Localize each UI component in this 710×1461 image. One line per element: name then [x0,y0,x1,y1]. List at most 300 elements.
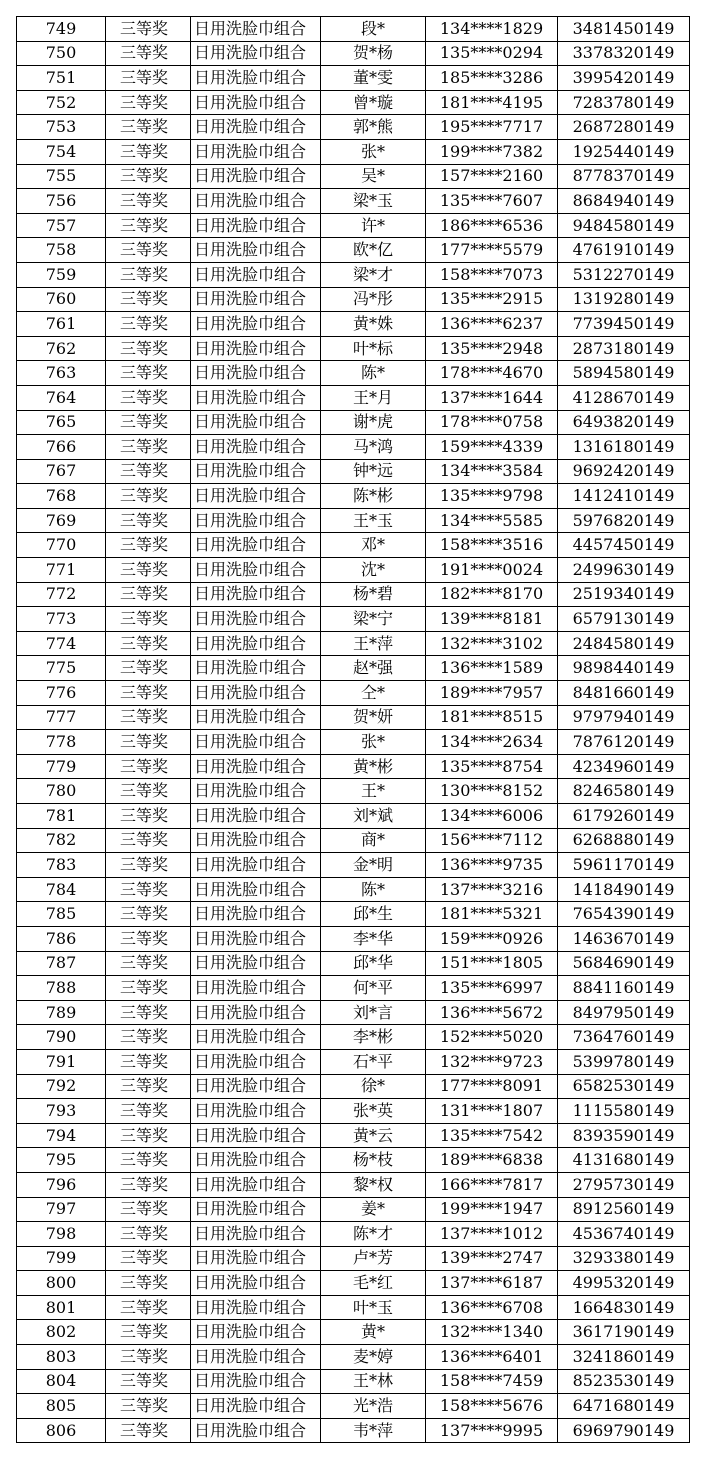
order-id-cell: 1463670149 [558,926,690,951]
phone-number-cell: 157****2160 [426,164,558,189]
phone-number-cell: 139****2747 [426,1246,558,1271]
prize-level-cell: 三等奖 [106,115,191,140]
winner-name-cell: 邓* [321,533,426,558]
prize-item-cell: 日用洗脸巾组合 [191,558,321,583]
order-id-cell: 4457450149 [558,533,690,558]
winner-name-cell: 刘*言 [321,1000,426,1025]
table-row [17,287,690,312]
table-row [17,1025,690,1050]
row-number-cell: 782 [17,828,106,853]
phone-number-cell: 159****4339 [426,435,558,460]
phone-number-cell: 132****9723 [426,1049,558,1074]
winner-name-cell: 王*月 [321,385,426,410]
phone-number-cell: 189****6838 [426,1148,558,1173]
winner-name-cell: 谢*虎 [321,410,426,435]
winner-name-cell: 许* [321,213,426,238]
row-number-cell: 768 [17,484,106,509]
winner-name-cell: 吴* [321,164,426,189]
winner-name-cell: 王*萍 [321,631,426,656]
row-number-cell: 800 [17,1271,106,1296]
prize-level-cell: 三等奖 [106,1222,191,1247]
row-number-cell: 788 [17,976,106,1001]
order-id-cell: 2795730149 [558,1172,690,1197]
order-id-cell: 5961170149 [558,853,690,878]
phone-number-cell: 134****3584 [426,459,558,484]
prize-level-cell: 三等奖 [106,1197,191,1222]
prize-item-cell: 日用洗脸巾组合 [191,361,321,386]
order-id-cell: 4234960149 [558,754,690,779]
order-id-cell: 8246580149 [558,779,690,804]
prize-level-cell: 三等奖 [106,385,191,410]
phone-number-cell: 135****7542 [426,1123,558,1148]
prize-item-cell: 日用洗脸巾组合 [191,1418,321,1443]
winner-name-cell: 邱*华 [321,951,426,976]
prize-level-cell: 三等奖 [106,1148,191,1173]
winner-name-cell: 石*平 [321,1049,426,1074]
phone-number-cell: 134****1829 [426,17,558,42]
phone-number-cell: 135****9798 [426,484,558,509]
winner-name-cell: 姜* [321,1197,426,1222]
phone-number-cell: 178****0758 [426,410,558,435]
table-row [17,853,690,878]
prize-item-cell: 日用洗脸巾组合 [191,877,321,902]
prize-level-cell: 三等奖 [106,582,191,607]
order-id-cell: 6582530149 [558,1074,690,1099]
row-number-cell: 791 [17,1049,106,1074]
phone-number-cell: 135****6997 [426,976,558,1001]
row-number-cell: 758 [17,238,106,263]
row-number-cell: 805 [17,1394,106,1419]
order-id-cell: 2687280149 [558,115,690,140]
table-row [17,17,690,42]
prize-item-cell: 日用洗脸巾组合 [191,1025,321,1050]
row-number-cell: 799 [17,1246,106,1271]
winner-name-cell: 赵*强 [321,656,426,681]
prize-level-cell: 三等奖 [106,139,191,164]
row-number-cell: 774 [17,631,106,656]
prize-item-cell: 日用洗脸巾组合 [191,484,321,509]
table-row [17,90,690,115]
order-id-cell: 8481660149 [558,681,690,706]
order-id-cell: 7876120149 [558,730,690,755]
row-number-cell: 803 [17,1345,106,1370]
winner-name-cell: 陈*才 [321,1222,426,1247]
phone-number-cell: 185****3286 [426,66,558,91]
prize-level-cell: 三等奖 [106,1295,191,1320]
prize-level-cell: 三等奖 [106,902,191,927]
winners-table-body [17,17,690,1443]
order-id-cell: 4536740149 [558,1222,690,1247]
table-row [17,189,690,214]
row-number-cell: 793 [17,1099,106,1124]
row-number-cell: 777 [17,705,106,730]
prize-item-cell: 日用洗脸巾组合 [191,385,321,410]
prize-item-cell: 日用洗脸巾组合 [191,902,321,927]
order-id-cell: 9898440149 [558,656,690,681]
table-row [17,336,690,361]
winner-name-cell: 沈* [321,558,426,583]
prize-item-cell: 日用洗脸巾组合 [191,1246,321,1271]
prize-level-cell: 三等奖 [106,66,191,91]
prize-level-cell: 三等奖 [106,607,191,632]
prize-item-cell: 日用洗脸巾组合 [191,41,321,66]
phone-number-cell: 134****6006 [426,804,558,829]
order-id-cell: 3293380149 [558,1246,690,1271]
winner-name-cell: 贺*妍 [321,705,426,730]
prize-level-cell: 三等奖 [106,877,191,902]
order-id-cell: 8393590149 [558,1123,690,1148]
table-row [17,213,690,238]
winner-name-cell: 董*雯 [321,66,426,91]
order-id-cell: 8912560149 [558,1197,690,1222]
prize-item-cell: 日用洗脸巾组合 [191,1197,321,1222]
winner-name-cell: 杨*枝 [321,1148,426,1173]
prize-item-cell: 日用洗脸巾组合 [191,1074,321,1099]
prize-item-cell: 日用洗脸巾组合 [191,1099,321,1124]
prize-level-cell: 三等奖 [106,238,191,263]
winner-name-cell: 陈* [321,361,426,386]
prize-level-cell: 三等奖 [106,336,191,361]
phone-number-cell: 137****9995 [426,1418,558,1443]
winner-name-cell: 金*明 [321,853,426,878]
winner-name-cell: 梁*宁 [321,607,426,632]
phone-number-cell: 139****8181 [426,607,558,632]
winner-name-cell: 张*英 [321,1099,426,1124]
phone-number-cell: 136****5672 [426,1000,558,1025]
order-id-cell: 1925440149 [558,139,690,164]
prize-item-cell: 日用洗脸巾组合 [191,336,321,361]
winner-name-cell: 贺*杨 [321,41,426,66]
winner-name-cell: 王*林 [321,1369,426,1394]
row-number-cell: 798 [17,1222,106,1247]
winner-name-cell: 叶*标 [321,336,426,361]
table-row [17,66,690,91]
row-number-cell: 787 [17,951,106,976]
winner-name-cell: 梁*才 [321,262,426,287]
prize-level-cell: 三等奖 [106,361,191,386]
phone-number-cell: 158****7459 [426,1369,558,1394]
prize-level-cell: 三等奖 [106,484,191,509]
winner-name-cell: 仝* [321,681,426,706]
winner-name-cell: 冯*彤 [321,287,426,312]
prize-level-cell: 三等奖 [106,213,191,238]
table-row [17,41,690,66]
prize-item-cell: 日用洗脸巾组合 [191,681,321,706]
table-row [17,582,690,607]
prize-item-cell: 日用洗脸巾组合 [191,853,321,878]
winner-name-cell: 刘*斌 [321,804,426,829]
prize-item-cell: 日用洗脸巾组合 [191,533,321,558]
order-id-cell: 1418490149 [558,877,690,902]
order-id-cell: 7739450149 [558,312,690,337]
order-id-cell: 3481450149 [558,17,690,42]
row-number-cell: 767 [17,459,106,484]
table-row [17,312,690,337]
row-number-cell: 760 [17,287,106,312]
prize-level-cell: 三等奖 [106,1074,191,1099]
prize-item-cell: 日用洗脸巾组合 [191,1222,321,1247]
winner-name-cell: 黄*云 [321,1123,426,1148]
prize-level-cell: 三等奖 [106,1049,191,1074]
prize-level-cell: 三等奖 [106,1418,191,1443]
prize-item-cell: 日用洗脸巾组合 [191,804,321,829]
prize-level-cell: 三等奖 [106,17,191,42]
prize-item-cell: 日用洗脸巾组合 [191,754,321,779]
winner-name-cell: 邱*生 [321,902,426,927]
prize-level-cell: 三等奖 [106,730,191,755]
row-number-cell: 762 [17,336,106,361]
phone-number-cell: 132****1340 [426,1320,558,1345]
table-row [17,508,690,533]
row-number-cell: 771 [17,558,106,583]
winner-name-cell: 段* [321,17,426,42]
prize-item-cell: 日用洗脸巾组合 [191,705,321,730]
table-row [17,410,690,435]
prize-level-cell: 三等奖 [106,262,191,287]
table-row [17,976,690,1001]
row-number-cell: 797 [17,1197,106,1222]
prize-level-cell: 三等奖 [106,853,191,878]
winner-name-cell: 陈* [321,877,426,902]
prize-level-cell: 三等奖 [106,705,191,730]
table-row [17,754,690,779]
prize-item-cell: 日用洗脸巾组合 [191,435,321,460]
prize-level-cell: 三等奖 [106,410,191,435]
row-number-cell: 765 [17,410,106,435]
table-row [17,1394,690,1419]
prize-item-cell: 日用洗脸巾组合 [191,1049,321,1074]
row-number-cell: 790 [17,1025,106,1050]
prize-item-cell: 日用洗脸巾组合 [191,410,321,435]
prize-level-cell: 三等奖 [106,1025,191,1050]
prize-level-cell: 三等奖 [106,90,191,115]
winner-name-cell: 商* [321,828,426,853]
prize-level-cell: 三等奖 [106,164,191,189]
phone-number-cell: 195****7717 [426,115,558,140]
table-row [17,459,690,484]
phone-number-cell: 131****1807 [426,1099,558,1124]
order-id-cell: 4128670149 [558,385,690,410]
table-row [17,631,690,656]
table-row [17,1197,690,1222]
order-id-cell: 3617190149 [558,1320,690,1345]
prize-item-cell: 日用洗脸巾组合 [191,607,321,632]
phone-number-cell: 159****0926 [426,926,558,951]
order-id-cell: 7364760149 [558,1025,690,1050]
prize-level-cell: 三等奖 [106,1000,191,1025]
prize-item-cell: 日用洗脸巾组合 [191,508,321,533]
order-id-cell: 6969790149 [558,1418,690,1443]
prize-item-cell: 日用洗脸巾组合 [191,926,321,951]
prize-item-cell: 日用洗脸巾组合 [191,1345,321,1370]
order-id-cell: 2484580149 [558,631,690,656]
table-row [17,877,690,902]
winner-name-cell: 卢*芳 [321,1246,426,1271]
winner-name-cell: 郭*熊 [321,115,426,140]
order-id-cell: 5312270149 [558,262,690,287]
table-row [17,1099,690,1124]
prize-item-cell: 日用洗脸巾组合 [191,1295,321,1320]
order-id-cell: 8841160149 [558,976,690,1001]
prize-level-cell: 三等奖 [106,1172,191,1197]
winner-name-cell: 叶*玉 [321,1295,426,1320]
row-number-cell: 754 [17,139,106,164]
phone-number-cell: 177****5579 [426,238,558,263]
row-number-cell: 789 [17,1000,106,1025]
prize-level-cell: 三等奖 [106,1394,191,1419]
order-id-cell: 6493820149 [558,410,690,435]
prize-item-cell: 日用洗脸巾组合 [191,631,321,656]
phone-number-cell: 181****8515 [426,705,558,730]
prize-level-cell: 三等奖 [106,656,191,681]
table-row [17,804,690,829]
prize-level-cell: 三等奖 [106,926,191,951]
table-row [17,828,690,853]
order-id-cell: 8778370149 [558,164,690,189]
prize-level-cell: 三等奖 [106,681,191,706]
prize-item-cell: 日用洗脸巾组合 [191,582,321,607]
prize-level-cell: 三等奖 [106,189,191,214]
table-row [17,1074,690,1099]
prize-item-cell: 日用洗脸巾组合 [191,90,321,115]
prize-item-cell: 日用洗脸巾组合 [191,213,321,238]
table-row [17,533,690,558]
order-id-cell: 2499630149 [558,558,690,583]
phone-number-cell: 189****7957 [426,681,558,706]
table-row [17,607,690,632]
table-row [17,385,690,410]
table-row [17,1246,690,1271]
order-id-cell: 4131680149 [558,1148,690,1173]
phone-number-cell: 166****7817 [426,1172,558,1197]
order-id-cell: 5684690149 [558,951,690,976]
prize-item-cell: 日用洗脸巾组合 [191,115,321,140]
winner-name-cell: 欧*亿 [321,238,426,263]
winner-name-cell: 马*鸿 [321,435,426,460]
order-id-cell: 4995320149 [558,1271,690,1296]
prize-level-cell: 三等奖 [106,1123,191,1148]
row-number-cell: 786 [17,926,106,951]
winners-table [16,16,690,1443]
phone-number-cell: 136****6237 [426,312,558,337]
prize-level-cell: 三等奖 [106,1369,191,1394]
prize-item-cell: 日用洗脸巾组合 [191,1271,321,1296]
prize-item-cell: 日用洗脸巾组合 [191,656,321,681]
winner-name-cell: 韦*萍 [321,1418,426,1443]
row-number-cell: 778 [17,730,106,755]
prize-level-cell: 三等奖 [106,1271,191,1296]
phone-number-cell: 151****1805 [426,951,558,976]
table-row [17,1123,690,1148]
phone-number-cell: 134****5585 [426,508,558,533]
prize-item-cell: 日用洗脸巾组合 [191,951,321,976]
prize-item-cell: 日用洗脸巾组合 [191,1320,321,1345]
row-number-cell: 804 [17,1369,106,1394]
row-number-cell: 764 [17,385,106,410]
phone-number-cell: 136****9735 [426,853,558,878]
prize-item-cell: 日用洗脸巾组合 [191,17,321,42]
phone-number-cell: 181****5321 [426,902,558,927]
table-row [17,1418,690,1443]
winner-name-cell: 黄*姝 [321,312,426,337]
winner-name-cell: 王* [321,779,426,804]
prize-level-cell: 三等奖 [106,828,191,853]
prize-item-cell: 日用洗脸巾组合 [191,1172,321,1197]
row-number-cell: 795 [17,1148,106,1173]
prize-level-cell: 三等奖 [106,1345,191,1370]
prize-item-cell: 日用洗脸巾组合 [191,976,321,1001]
order-id-cell: 3378320149 [558,41,690,66]
prize-level-cell: 三等奖 [106,754,191,779]
winner-name-cell: 杨*碧 [321,582,426,607]
phone-number-cell: 137****1012 [426,1222,558,1247]
prize-item-cell: 日用洗脸巾组合 [191,1000,321,1025]
winner-name-cell: 徐* [321,1074,426,1099]
row-number-cell: 773 [17,607,106,632]
prize-level-cell: 三等奖 [106,508,191,533]
prize-item-cell: 日用洗脸巾组合 [191,459,321,484]
row-number-cell: 753 [17,115,106,140]
row-number-cell: 770 [17,533,106,558]
prize-level-cell: 三等奖 [106,435,191,460]
order-id-cell: 7283780149 [558,90,690,115]
phone-number-cell: 158****3516 [426,533,558,558]
row-number-cell: 796 [17,1172,106,1197]
phone-number-cell: 186****6536 [426,213,558,238]
prize-item-cell: 日用洗脸巾组合 [191,262,321,287]
order-id-cell: 1412410149 [558,484,690,509]
prize-level-cell: 三等奖 [106,558,191,583]
order-id-cell: 1115580149 [558,1099,690,1124]
order-id-cell: 9484580149 [558,213,690,238]
prize-item-cell: 日用洗脸巾组合 [191,287,321,312]
table-row [17,705,690,730]
prize-level-cell: 三等奖 [106,1320,191,1345]
phone-number-cell: 130****8152 [426,779,558,804]
winner-name-cell: 陈*彬 [321,484,426,509]
order-id-cell: 2873180149 [558,336,690,361]
order-id-cell: 9692420149 [558,459,690,484]
phone-number-cell: 181****4195 [426,90,558,115]
table-row [17,139,690,164]
row-number-cell: 755 [17,164,106,189]
table-row [17,1345,690,1370]
order-id-cell: 2519340149 [558,582,690,607]
row-number-cell: 794 [17,1123,106,1148]
phone-number-cell: 191****0024 [426,558,558,583]
prize-item-cell: 日用洗脸巾组合 [191,238,321,263]
prize-level-cell: 三等奖 [106,312,191,337]
order-id-cell: 8684940149 [558,189,690,214]
row-number-cell: 802 [17,1320,106,1345]
order-id-cell: 6471680149 [558,1394,690,1419]
table-row [17,1369,690,1394]
row-number-cell: 769 [17,508,106,533]
row-number-cell: 806 [17,1418,106,1443]
table-row [17,1148,690,1173]
order-id-cell: 9797940149 [558,705,690,730]
row-number-cell: 766 [17,435,106,460]
phone-number-cell: 135****2948 [426,336,558,361]
order-id-cell: 4761910149 [558,238,690,263]
order-id-cell: 1316180149 [558,435,690,460]
row-number-cell: 784 [17,877,106,902]
order-id-cell: 8497950149 [558,1000,690,1025]
table-row [17,1320,690,1345]
order-id-cell: 8523530149 [558,1369,690,1394]
row-number-cell: 775 [17,656,106,681]
prize-item-cell: 日用洗脸巾组合 [191,164,321,189]
